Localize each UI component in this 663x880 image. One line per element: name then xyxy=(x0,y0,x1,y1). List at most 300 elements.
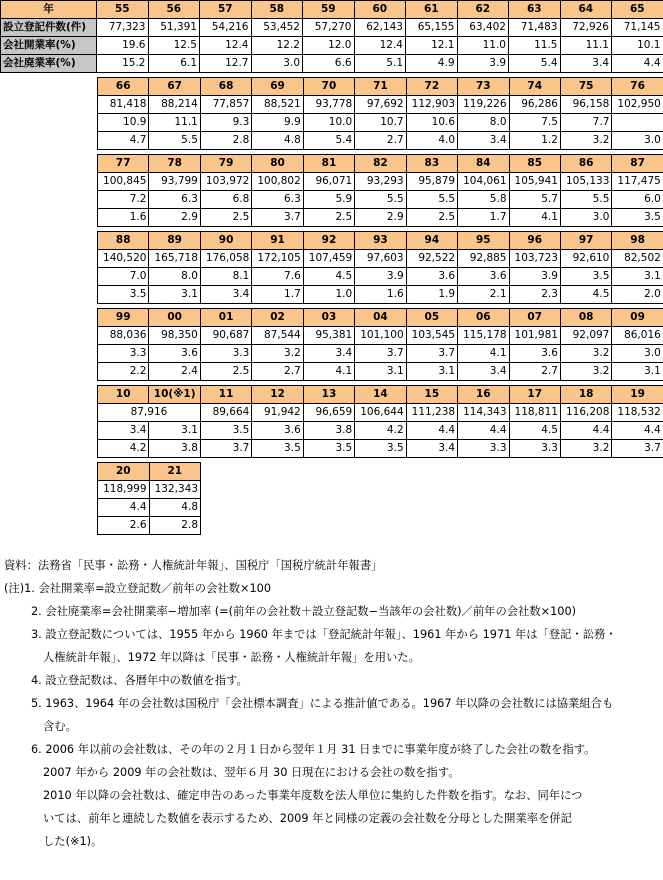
open-rate-cell: 6.0 xyxy=(612,191,663,209)
open-rate-cell: 11.0 xyxy=(457,37,509,55)
open-rate-cell: 10.1 xyxy=(612,37,663,55)
open-rate-cell: 3.0 xyxy=(612,345,663,363)
open-rate-cell: 19.6 xyxy=(97,37,149,55)
registrations-cell: 140,520 xyxy=(98,250,149,268)
open-rate-cell: 3.9 xyxy=(355,268,406,286)
open-rate-cell: 4.2 xyxy=(355,422,406,440)
close-rate-cell: 2.4 xyxy=(149,363,200,381)
year-cell: 13 xyxy=(303,386,354,404)
open-rate-cell: 4.1 xyxy=(458,345,509,363)
open-rate-cell: 7.7 xyxy=(560,114,611,132)
registrations-row xyxy=(98,481,201,499)
close-rate-cell: 3.2 xyxy=(560,363,611,381)
close-rate-cell: 3.3 xyxy=(509,440,560,458)
year-cell: 84 xyxy=(458,155,509,173)
year-cell: 10 xyxy=(98,386,149,404)
year-cell: 94 xyxy=(406,232,457,250)
open-rate-cell: 10.6 xyxy=(406,114,457,132)
close-rate-row xyxy=(98,440,663,458)
year-cell: 12 xyxy=(252,386,303,404)
open-rate-cell: 7.6 xyxy=(252,268,303,286)
registrations-cell: 112,903 xyxy=(406,96,457,114)
close-rate-cell: 3.4 xyxy=(406,440,457,458)
year-cell: 61 xyxy=(406,1,458,19)
close-rate-cell: 3.4 xyxy=(560,55,612,73)
registrations-cell: 87,544 xyxy=(252,327,303,345)
close-rate-row xyxy=(98,132,663,150)
year-cell: 09 xyxy=(612,309,663,327)
close-rate-cell: 2.5 xyxy=(200,209,251,227)
registrations-cell: 100,802 xyxy=(252,173,303,191)
registrations-cell: 95,879 xyxy=(406,173,457,191)
close-rate-cell: 2.2 xyxy=(98,363,149,381)
year-cell: 77 xyxy=(98,155,149,173)
note-6-line-4: いては、前年と連続した数値を表示するため、2009 年と同様の定義の会社数を分母とした開業率を併記 xyxy=(43,812,572,825)
stats-table-1955-1965 xyxy=(0,0,663,73)
year-cell: 74 xyxy=(509,78,560,96)
open-rate-cell: 4.4 xyxy=(406,422,457,440)
year-cell: 14 xyxy=(355,386,406,404)
note-4: 4. 設立登記数は、各暦年中の数値を指す。 xyxy=(31,674,248,687)
registrations-cell: 93,293 xyxy=(355,173,406,191)
registrations-cell: 92,610 xyxy=(560,250,611,268)
note-6-line-2: 2007 年から 2009 年の会社数は、翌年６月 30 日現在における会社の数を指す。 xyxy=(43,766,460,779)
note-6-line-3: 2010 年以降の会社数は、確定申告のあった事業年度数を法人単位に集約した件数を指す。なお、同年につ xyxy=(43,789,583,802)
open-rate-cell: 5.9 xyxy=(303,191,354,209)
year-cell: 15 xyxy=(406,386,457,404)
close-rate-cell: 3.5 xyxy=(355,440,406,458)
note-2: 2. 会社廃業率=会社開業率−増加率 (=(前年の会社数＋設立登記数−当該年の会社数)／前年の会社数×100) xyxy=(31,605,577,618)
note-5-continued: 含む。 xyxy=(43,720,77,733)
close-rate-cell: 3.0 xyxy=(612,132,663,150)
open-rate-cell: 3.5 xyxy=(560,268,611,286)
year-cell: 86 xyxy=(560,155,611,173)
year-cell: 70 xyxy=(303,78,354,96)
registrations-cell: 101,100 xyxy=(355,327,406,345)
close-rate-cell: 3.3 xyxy=(458,440,509,458)
year-cell: 65 xyxy=(612,1,663,19)
registrations-row xyxy=(98,327,663,345)
open-rate-row xyxy=(98,499,201,517)
close-rate-row xyxy=(98,363,663,381)
year-cell: 79 xyxy=(200,155,251,173)
close-rate-cell: 3.9 xyxy=(457,55,509,73)
close-rate-cell: 2.6 xyxy=(98,517,150,535)
year-cell: 80 xyxy=(252,155,303,173)
open-rate-cell: 3.6 xyxy=(509,345,560,363)
year-cell: 68 xyxy=(200,78,251,96)
registrations-cell: 100,845 xyxy=(98,173,149,191)
registrations-cell: 71,483 xyxy=(509,19,561,37)
close-rate-cell: 4.2 xyxy=(98,440,149,458)
year-row xyxy=(1,1,663,19)
open-rate-cell: 7.2 xyxy=(98,191,149,209)
open-rate-cell: 3.2 xyxy=(560,345,611,363)
registrations-cell: 88,521 xyxy=(252,96,303,114)
year-label: 年 xyxy=(1,1,97,19)
registrations-cell: 98,350 xyxy=(149,327,200,345)
registrations-cell: 51,391 xyxy=(148,19,200,37)
close-rate-row xyxy=(98,286,663,304)
open-rate-cell: 4.5 xyxy=(509,422,560,440)
close-rate-cell: 3.4 xyxy=(458,132,509,150)
registrations-label: 設立登記件数(件) xyxy=(1,19,97,37)
stats-table-1988-1998 xyxy=(97,231,663,304)
open-rate-cell: 11.1 xyxy=(560,37,612,55)
notes-section xyxy=(4,554,660,853)
year-cell: 76 xyxy=(612,78,663,96)
year-cell: 01 xyxy=(200,309,251,327)
close-rate-cell: 4.7 xyxy=(98,132,149,150)
year-cell: 05 xyxy=(406,309,457,327)
year-cell: 16 xyxy=(458,386,509,404)
stats-table-1966-1976 xyxy=(97,77,663,150)
year-cell: 00 xyxy=(149,309,200,327)
registrations-cell: 114,343 xyxy=(458,404,509,422)
open-rate-row xyxy=(98,422,663,440)
registrations-cell: 117,475 xyxy=(612,173,663,191)
close-rate-cell: 3.8 xyxy=(149,440,200,458)
open-rate-cell: 5.5 xyxy=(355,191,406,209)
close-rate-cell: 3.7 xyxy=(200,440,251,458)
year-cell: 92 xyxy=(303,232,354,250)
year-cell: 78 xyxy=(149,155,200,173)
close-rate-cell: 5.4 xyxy=(303,132,354,150)
year-cell: 21 xyxy=(149,463,201,481)
close-rate-cell: 3.5 xyxy=(98,286,149,304)
close-rate-cell: 3.7 xyxy=(612,440,663,458)
registrations-cell: 96,158 xyxy=(560,96,611,114)
close-rate-cell: 2.3 xyxy=(509,286,560,304)
registrations-cell: 119,226 xyxy=(458,96,509,114)
note-6: 6. 2006 年以前の会社数は、その年の２月１日から翌年１月 31 日までに事業年度が終了した会社の数を指す。 xyxy=(31,743,596,756)
open-rate-cell: 7.0 xyxy=(98,268,149,286)
open-rate-cell: 4.4 xyxy=(98,499,150,517)
close-rate-cell: 1.6 xyxy=(98,209,149,227)
open-rate-cell: 4.4 xyxy=(458,422,509,440)
registrations-cell: 89,664 xyxy=(200,404,251,422)
open-rate-cell: 3.1 xyxy=(149,422,200,440)
open-rate-cell: 3.7 xyxy=(406,345,457,363)
open-rate-cell: 12.1 xyxy=(406,37,458,55)
open-rate-cell: 6.3 xyxy=(149,191,200,209)
registrations-cell: 118,532 xyxy=(612,404,663,422)
close-rate-cell: 5.5 xyxy=(149,132,200,150)
year-cell: 71 xyxy=(355,78,406,96)
open-rate-cell: 11.5 xyxy=(509,37,561,55)
close-rate-cell: 4.1 xyxy=(303,363,354,381)
registrations-row xyxy=(1,19,663,37)
open-rate-cell: 3.1 xyxy=(612,268,663,286)
registrations-cell: 103,972 xyxy=(200,173,251,191)
close-rate-cell: 3.7 xyxy=(252,209,303,227)
close-rate-cell: 3.4 xyxy=(458,363,509,381)
registrations-cell: 172,105 xyxy=(252,250,303,268)
year-cell: 93 xyxy=(355,232,406,250)
close-rate-cell: 3.5 xyxy=(612,209,663,227)
registrations-cell: 105,133 xyxy=(560,173,611,191)
close-rate-cell: 2.8 xyxy=(149,517,201,535)
year-cell: 97 xyxy=(560,232,611,250)
registrations-cell: 116,208 xyxy=(560,404,611,422)
year-cell: 20 xyxy=(98,463,150,481)
close-rate-cell: 2.7 xyxy=(355,132,406,150)
open-rate-cell: 12.5 xyxy=(148,37,200,55)
note-6-line-5: した(※1)。 xyxy=(43,835,103,848)
note-3-continued: 人権統計年報」、1972 年以降は「民事・訟務・人権統計年報」を用いた。 xyxy=(43,651,420,664)
open-rate-cell: 3.4 xyxy=(303,345,354,363)
year-cell: 96 xyxy=(509,232,560,250)
open-rate-cell: 3.6 xyxy=(406,268,457,286)
open-rate-cell: 12.0 xyxy=(303,37,355,55)
year-row xyxy=(98,78,663,96)
close-rate-label: 会社廃業率(%) xyxy=(1,55,97,73)
open-rate-cell: 3.6 xyxy=(458,268,509,286)
year-cell: 18 xyxy=(560,386,611,404)
open-rate-row xyxy=(1,37,663,55)
open-rate-cell: 9.3 xyxy=(200,114,251,132)
open-rate-row xyxy=(98,268,663,286)
open-rate-label: 会社開業率(%) xyxy=(1,37,97,55)
open-rate-row xyxy=(98,114,663,132)
registrations-cell: 103,545 xyxy=(406,327,457,345)
registrations-cell: 93,778 xyxy=(303,96,354,114)
close-rate-cell: 2.8 xyxy=(200,132,251,150)
registrations-cell: 95,381 xyxy=(303,327,354,345)
open-rate-cell: 7.5 xyxy=(509,114,560,132)
open-rate-cell: 12.4 xyxy=(354,37,406,55)
close-rate-cell: 2.9 xyxy=(355,209,406,227)
year-cell: 66 xyxy=(98,78,149,96)
registrations-cell: 90,687 xyxy=(200,327,251,345)
close-rate-cell: 2.9 xyxy=(149,209,200,227)
open-rate-cell: 3.6 xyxy=(252,422,303,440)
registrations-cell: 77,857 xyxy=(200,96,251,114)
registrations-cell: 132,343 xyxy=(149,481,201,499)
open-rate-cell: 3.2 xyxy=(252,345,303,363)
registrations-cell: 54,216 xyxy=(200,19,252,37)
registrations-cell: 91,942 xyxy=(252,404,303,422)
close-rate-cell: 15.2 xyxy=(97,55,149,73)
open-rate-row xyxy=(98,191,663,209)
close-rate-cell: 1.7 xyxy=(458,209,509,227)
open-rate-cell: 3.8 xyxy=(303,422,354,440)
close-rate-cell: 3.5 xyxy=(252,440,303,458)
year-cell: 72 xyxy=(406,78,457,96)
registrations-cell: 92,885 xyxy=(458,250,509,268)
year-cell: 58 xyxy=(251,1,303,19)
open-rate-cell: 3.3 xyxy=(200,345,251,363)
year-cell: 67 xyxy=(149,78,200,96)
registrations-cell: 106,644 xyxy=(355,404,406,422)
registrations-cell: 65,155 xyxy=(406,19,458,37)
open-rate-cell: 3.5 xyxy=(200,422,251,440)
open-rate-cell: 12.2 xyxy=(251,37,303,55)
close-rate-cell: 2.1 xyxy=(458,286,509,304)
year-cell: 64 xyxy=(560,1,612,19)
registrations-cell: 93,799 xyxy=(149,173,200,191)
year-cell: 87 xyxy=(612,155,663,173)
close-rate-cell: 3.2 xyxy=(560,132,611,150)
close-rate-cell: 2.7 xyxy=(509,363,560,381)
year-row xyxy=(98,463,201,481)
registrations-row xyxy=(98,96,663,114)
registrations-cell: 118,999 xyxy=(98,481,150,499)
year-cell: 02 xyxy=(252,309,303,327)
registrations-cell: 118,811 xyxy=(509,404,560,422)
year-cell: 04 xyxy=(355,309,406,327)
open-rate-cell: 11.1 xyxy=(149,114,200,132)
registrations-cell: 104,061 xyxy=(458,173,509,191)
stats-table-1999-2009 xyxy=(97,308,663,381)
close-rate-cell: 3.1 xyxy=(355,363,406,381)
year-cell: 95 xyxy=(458,232,509,250)
open-rate-cell: 3.9 xyxy=(509,268,560,286)
registrations-cell: 62,143 xyxy=(354,19,406,37)
year-cell: 75 xyxy=(560,78,611,96)
close-rate-cell: 3.0 xyxy=(560,209,611,227)
registrations-cell: 81,418 xyxy=(98,96,149,114)
open-rate-cell: 3.3 xyxy=(98,345,149,363)
year-cell: 88 xyxy=(98,232,149,250)
registrations-cell: 176,058 xyxy=(200,250,251,268)
stats-table-2010-2019 xyxy=(97,385,663,458)
registrations-cell: 103,723 xyxy=(509,250,560,268)
year-row xyxy=(98,309,663,327)
close-rate-cell: 4.5 xyxy=(560,286,611,304)
year-cell: 10(※1) xyxy=(149,386,200,404)
year-cell: 56 xyxy=(148,1,200,19)
close-rate-cell: 6.1 xyxy=(148,55,200,73)
stats-table-1977-1987 xyxy=(97,154,663,227)
open-rate-row xyxy=(98,345,663,363)
open-rate-cell: 10.9 xyxy=(98,114,149,132)
registrations-cell: 101,981 xyxy=(509,327,560,345)
close-rate-row xyxy=(1,55,663,73)
registrations-cell: 105,941 xyxy=(509,173,560,191)
year-cell: 82 xyxy=(355,155,406,173)
close-rate-row xyxy=(98,517,201,535)
close-rate-cell: 1.6 xyxy=(355,286,406,304)
close-rate-cell: 1.9 xyxy=(406,286,457,304)
year-cell: 55 xyxy=(97,1,149,19)
year-cell: 19 xyxy=(612,386,663,404)
open-rate-cell: 3.4 xyxy=(98,422,149,440)
close-rate-cell: 3.1 xyxy=(406,363,457,381)
source-note: 資料：法務省「民事・訟務・人権統計年報」、国税庁「国税庁統計年報書」 xyxy=(4,559,383,572)
close-rate-cell: 1.7 xyxy=(252,286,303,304)
year-cell: 03 xyxy=(303,309,354,327)
open-rate-cell: 8.0 xyxy=(149,268,200,286)
year-cell: 99 xyxy=(98,309,149,327)
year-cell: 98 xyxy=(612,232,663,250)
close-rate-cell: 2.5 xyxy=(200,363,251,381)
year-cell: 62 xyxy=(457,1,509,19)
year-cell: 11 xyxy=(200,386,251,404)
year-row xyxy=(98,155,663,173)
open-rate-cell: 4.4 xyxy=(612,422,663,440)
note-1: (注)1. 会社開業率=設立登記数／前年の会社数×100 xyxy=(4,582,272,595)
year-cell: 81 xyxy=(303,155,354,173)
close-rate-cell: 12.7 xyxy=(200,55,252,73)
year-cell: 06 xyxy=(458,309,509,327)
registrations-cell: 63,402 xyxy=(457,19,509,37)
open-rate-cell: 5.5 xyxy=(560,191,611,209)
registrations-cell: 97,692 xyxy=(355,96,406,114)
registrations-cell: 97,603 xyxy=(355,250,406,268)
close-rate-cell: 3.1 xyxy=(612,363,663,381)
open-rate-cell: 4.4 xyxy=(560,422,611,440)
registrations-cell: 86,016 xyxy=(612,327,663,345)
close-rate-cell: 4.0 xyxy=(406,132,457,150)
year-cell: 60 xyxy=(354,1,406,19)
open-rate-cell: 10.0 xyxy=(303,114,354,132)
close-rate-cell: 3.4 xyxy=(200,286,251,304)
open-rate-cell: 4.5 xyxy=(303,268,354,286)
registrations-cell: 53,452 xyxy=(251,19,303,37)
close-rate-row xyxy=(98,209,663,227)
close-rate-cell: 5.4 xyxy=(509,55,561,73)
year-cell: 89 xyxy=(149,232,200,250)
open-rate-cell: 6.8 xyxy=(200,191,251,209)
open-rate-cell: 12.4 xyxy=(200,37,252,55)
note-5: 5. 1963、1964 年の会社数は国税庁「会社標本調査」による推計値である。1967 年以降の会社数には協業組合も xyxy=(31,697,614,710)
registrations-cell: 96,071 xyxy=(303,173,354,191)
open-rate-cell: 9.9 xyxy=(252,114,303,132)
open-rate-cell: 8.1 xyxy=(200,268,251,286)
registrations-row xyxy=(98,404,663,422)
open-rate-cell xyxy=(612,114,663,132)
registrations-cell: 96,659 xyxy=(303,404,354,422)
open-rate-cell: 3.6 xyxy=(149,345,200,363)
year-cell: 07 xyxy=(509,309,560,327)
registrations-cell: 115,178 xyxy=(458,327,509,345)
close-rate-cell: 2.0 xyxy=(612,286,663,304)
registrations-cell: 165,718 xyxy=(149,250,200,268)
registrations-cell: 57,270 xyxy=(303,19,355,37)
registrations-cell: 88,036 xyxy=(98,327,149,345)
year-cell: 69 xyxy=(252,78,303,96)
close-rate-cell: 3.0 xyxy=(251,55,303,73)
close-rate-cell: 3.5 xyxy=(303,440,354,458)
registrations-cell: 71,145 xyxy=(612,19,663,37)
registrations-cell: 88,214 xyxy=(149,96,200,114)
close-rate-cell: 2.5 xyxy=(303,209,354,227)
year-cell: 83 xyxy=(406,155,457,173)
close-rate-cell: 2.5 xyxy=(406,209,457,227)
close-rate-cell: 1.2 xyxy=(509,132,560,150)
registrations-cell: 92,522 xyxy=(406,250,457,268)
year-cell: 17 xyxy=(509,386,560,404)
open-rate-cell: 4.8 xyxy=(149,499,201,517)
open-rate-cell: 8.0 xyxy=(458,114,509,132)
close-rate-cell: 3.2 xyxy=(560,440,611,458)
open-rate-cell: 6.3 xyxy=(252,191,303,209)
year-cell: 63 xyxy=(509,1,561,19)
registrations-cell: 77,323 xyxy=(97,19,149,37)
registrations-cell: 111,238 xyxy=(406,404,457,422)
open-rate-cell: 3.7 xyxy=(355,345,406,363)
year-cell: 59 xyxy=(303,1,355,19)
close-rate-cell: 6.6 xyxy=(303,55,355,73)
year-cell: 57 xyxy=(200,1,252,19)
registrations-cell: 107,459 xyxy=(303,250,354,268)
registrations-cell: 82,502 xyxy=(612,250,663,268)
registrations-cell: 102,950 xyxy=(612,96,663,114)
open-rate-cell: 5.5 xyxy=(406,191,457,209)
close-rate-cell: 2.7 xyxy=(252,363,303,381)
year-cell: 73 xyxy=(458,78,509,96)
